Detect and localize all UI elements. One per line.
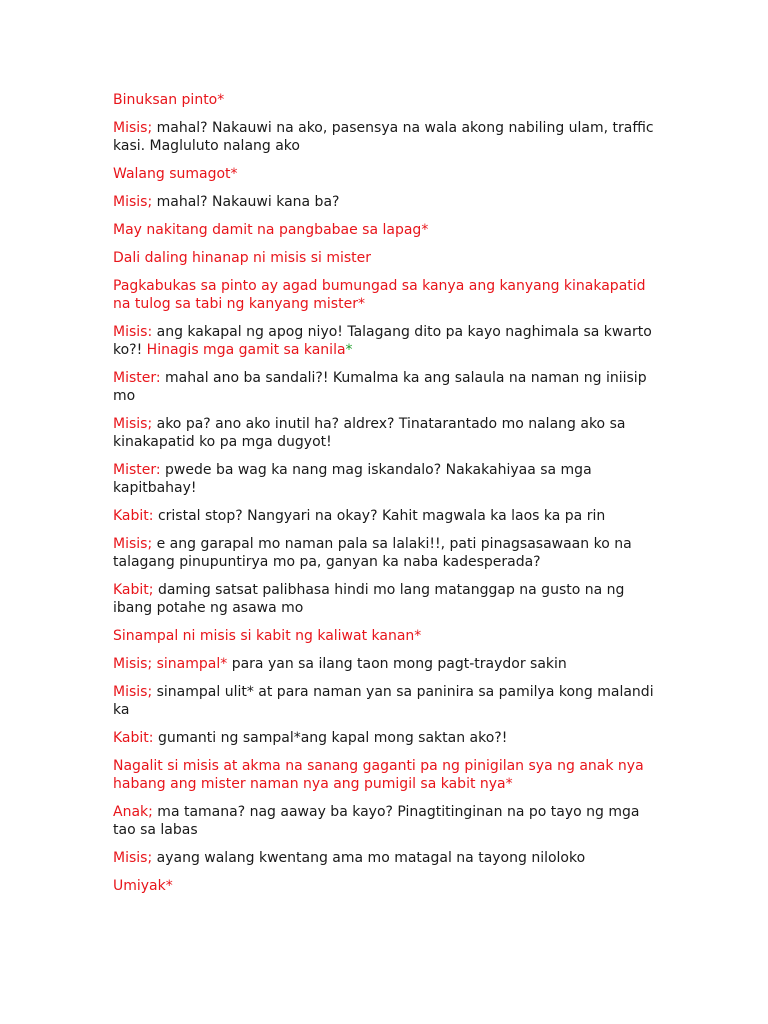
stage-direction-text: Kabit: bbox=[113, 730, 154, 746]
script-paragraph bbox=[113, 655, 658, 673]
stage-direction-text: * bbox=[345, 342, 353, 358]
stage-direction-text: Walang sumagot* bbox=[113, 166, 238, 182]
stage-direction-text: Kabit: bbox=[113, 508, 154, 524]
script-paragraph bbox=[113, 461, 658, 497]
stage-direction-text: Misis; bbox=[113, 536, 153, 552]
stage-direction-text: Sinampal ni misis si kabit ng kaliwat kanan* bbox=[113, 628, 422, 644]
document-page bbox=[113, 91, 658, 905]
dialogue-text: ako pa? ano ako inutil ha? aldrex? Tinatarantado mo nalang ako sa kinakapatid ko pa mga dugyot! bbox=[113, 416, 626, 450]
stage-direction-text: May nakitang damit na pangbabae sa lapag* bbox=[113, 222, 429, 238]
script-paragraph bbox=[113, 119, 658, 155]
script-paragraph bbox=[113, 415, 658, 451]
dialogue-text: para yan sa ilang taon mong pagt-traydor sakin bbox=[227, 656, 567, 672]
script-paragraph bbox=[113, 249, 658, 267]
script-paragraph bbox=[113, 165, 658, 183]
script-paragraph bbox=[113, 369, 658, 405]
stage-direction-text: Pagkabukas sa pinto ay agad bumungad sa kanya ang kanyang kinakapatid na tulog sa tabi ng kanyang mister* bbox=[113, 278, 646, 312]
dialogue-text: ma tamana? nag aaway ba kayo? Pinagtitinginan na po tayo ng mga tao sa labas bbox=[113, 804, 640, 838]
stage-direction-text: Nagalit si misis at akma na sanang gaganti pa ng pinigilan sya ng anak nya habang ang mister naman nya ang pumigil sa kabit nya* bbox=[113, 758, 644, 792]
script-paragraph bbox=[113, 757, 658, 793]
dialogue-text: mahal? Nakauwi kana ba? bbox=[152, 194, 340, 210]
dialogue-text: daming satsat palibhasa hindi mo lang matanggap na gusto na ng ibang potahe ng asawa mo bbox=[113, 582, 625, 616]
script-paragraph bbox=[113, 877, 658, 895]
script-paragraph bbox=[113, 221, 658, 239]
stage-direction-text: Mister: bbox=[113, 462, 161, 478]
script-paragraph bbox=[113, 849, 658, 867]
stage-direction-text: Misis; bbox=[113, 850, 153, 866]
script-paragraph bbox=[113, 323, 658, 359]
dialogue-text: ang kakapal ng apog niyo! Talagang dito pa kayo naghimala sa kwarto ko?! bbox=[113, 324, 652, 358]
dialogue-text: e ang garapal mo naman pala sa lalaki!!, pati pinagsasawaan ko na talagang pinupuntirya mo pa, ganyan ka naba kadesperada? bbox=[113, 536, 632, 570]
stage-direction-text: Misis; bbox=[113, 684, 153, 700]
stage-direction-text: Misis: bbox=[113, 324, 153, 340]
script-paragraph bbox=[113, 581, 658, 617]
dialogue-text: ayang walang kwentang ama mo matagal na tayong niloloko bbox=[152, 850, 586, 866]
stage-direction-text: Misis; sinampal* bbox=[113, 656, 228, 672]
stage-direction-text: Misis; bbox=[113, 194, 153, 210]
stage-direction-text: Anak; bbox=[113, 804, 153, 820]
dialogue-text: gumanti ng sampal*ang kapal mong saktan ako?! bbox=[153, 730, 508, 746]
stage-direction-text: Umiyak* bbox=[113, 878, 173, 894]
dialogue-text: cristal stop? Nangyari na okay? Kahit magwala ka laos ka pa rin bbox=[153, 508, 606, 524]
script-paragraph bbox=[113, 91, 658, 109]
script-paragraph bbox=[113, 627, 658, 645]
stage-direction-text: Misis; bbox=[113, 416, 153, 432]
script-paragraph bbox=[113, 683, 658, 719]
dialogue-text: mahal ano ba sandali?! Kumalma ka ang salaula na naman ng iniisip mo bbox=[113, 370, 647, 404]
stage-direction-text: Dali daling hinanap ni misis si mister bbox=[113, 250, 372, 266]
dialogue-text: pwede ba wag ka nang mag iskandalo? Nakakahiyaa sa mga kapitbahay! bbox=[113, 462, 592, 496]
stage-direction-text: Misis; bbox=[113, 120, 153, 136]
script-paragraph bbox=[113, 507, 658, 525]
script-paragraph bbox=[113, 277, 658, 313]
script-paragraph bbox=[113, 193, 658, 211]
script-paragraph bbox=[113, 729, 658, 747]
dialogue-text: sinampal ulit* at para naman yan sa paninira sa pamilya kong malandi ka bbox=[113, 684, 654, 718]
script-paragraph bbox=[113, 803, 658, 839]
stage-direction-text: Hinagis mga gamit sa kanila bbox=[146, 342, 346, 358]
dialogue-text: mahal? Nakauwi na ako, pasensya na wala akong nabiling ulam, traffic kasi. Magluluto nalang ako bbox=[113, 120, 654, 154]
stage-direction-text: Mister: bbox=[113, 370, 161, 386]
stage-direction-text: Kabit; bbox=[113, 582, 154, 598]
stage-direction-text: Binuksan pinto* bbox=[113, 92, 225, 108]
script-paragraph bbox=[113, 535, 658, 571]
